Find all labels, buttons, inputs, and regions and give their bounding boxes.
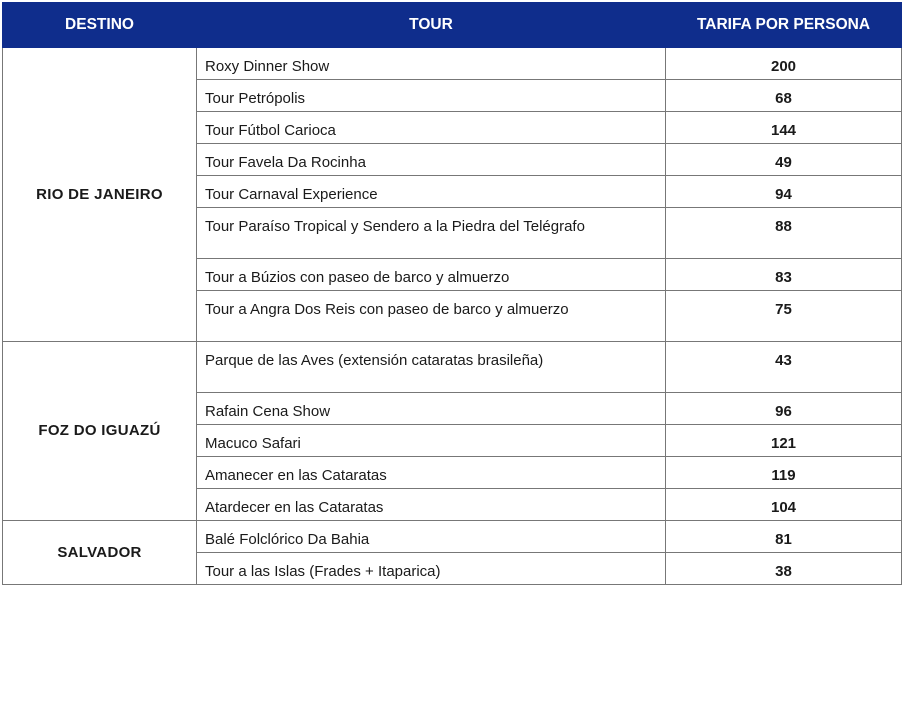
price-cell: 38 — [666, 553, 902, 585]
tour-cell: Balé Folclórico Da Bahia — [197, 521, 666, 553]
tour-cell: Tour a Angra Dos Reis con paseo de barco y almuerzo — [197, 291, 666, 342]
table-row — [3, 48, 902, 80]
tour-cell: Atardecer en las Cataratas — [197, 489, 666, 521]
destination-cell: RIO DE JANEIRO — [3, 48, 197, 342]
table-row — [3, 342, 902, 393]
table-header-row — [3, 3, 902, 48]
table-row — [3, 521, 902, 553]
tour-cell: Parque de las Aves (extensión cataratas brasileña) — [197, 342, 666, 393]
destination-cell: SALVADOR — [3, 521, 197, 585]
tour-cell: Rafain Cena Show — [197, 393, 666, 425]
tour-cell: Roxy Dinner Show — [197, 48, 666, 80]
tour-cell: Amanecer en las Cataratas — [197, 457, 666, 489]
destination-cell: FOZ DO IGUAZÚ — [3, 342, 197, 521]
tour-price-table-container — [2, 2, 901, 585]
tour-cell: Tour Carnaval Experience — [197, 176, 666, 208]
tour-cell: Macuco Safari — [197, 425, 666, 457]
price-cell: 83 — [666, 259, 902, 291]
tour-cell: Tour Favela Da Rocinha — [197, 144, 666, 176]
tour-cell: Tour a las Islas (Frades + Itaparica) — [197, 553, 666, 585]
header-tour: TOUR — [197, 3, 666, 48]
price-cell: 104 — [666, 489, 902, 521]
price-cell: 43 — [666, 342, 902, 393]
price-cell: 81 — [666, 521, 902, 553]
tour-cell: Tour a Búzios con paseo de barco y almuerzo — [197, 259, 666, 291]
price-cell: 94 — [666, 176, 902, 208]
header-destino: DESTINO — [3, 3, 197, 48]
tour-cell: Tour Petrópolis — [197, 80, 666, 112]
header-tarifa: TARIFA POR PERSONA — [666, 3, 902, 48]
price-cell: 96 — [666, 393, 902, 425]
tour-cell: Tour Fútbol Carioca — [197, 112, 666, 144]
price-cell: 200 — [666, 48, 902, 80]
price-cell: 75 — [666, 291, 902, 342]
tour-price-table — [2, 2, 902, 585]
price-cell: 49 — [666, 144, 902, 176]
tour-cell: Tour Paraíso Tropical y Sendero a la Piedra del Telégrafo — [197, 208, 666, 259]
price-cell: 121 — [666, 425, 902, 457]
price-cell: 119 — [666, 457, 902, 489]
price-cell: 88 — [666, 208, 902, 259]
price-cell: 144 — [666, 112, 902, 144]
price-cell: 68 — [666, 80, 902, 112]
